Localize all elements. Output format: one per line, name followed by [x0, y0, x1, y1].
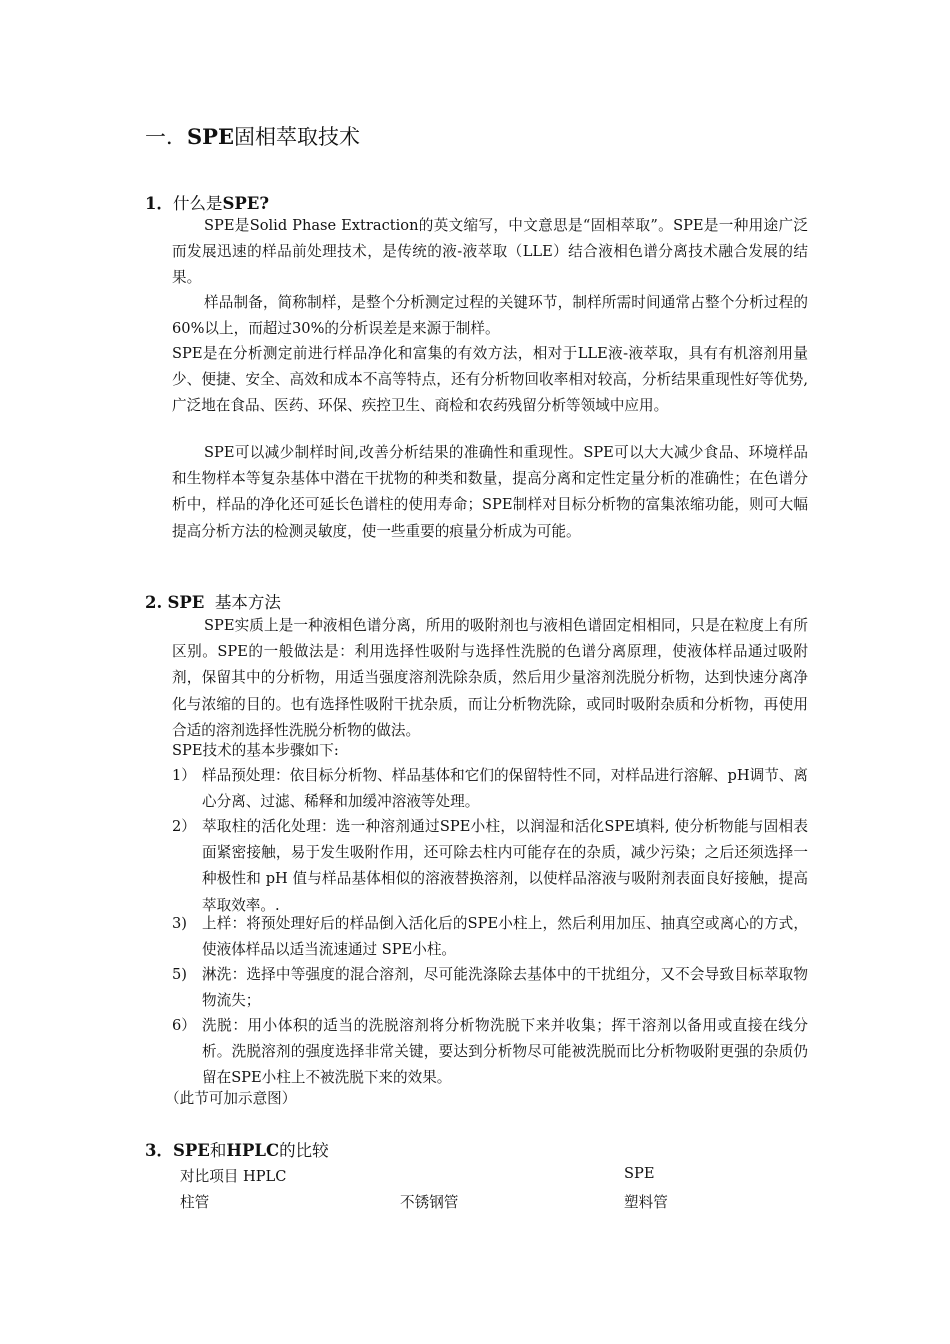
section-3-heading	[145, 1137, 329, 1161]
step-number: 5)	[172, 966, 187, 983]
table-cell: 塑料管	[624, 1194, 668, 1211]
section-1-paragraph-1: SPE是Solid Phase Extraction的英文缩写，中文意思是“固相萃取”。SPE是一种用途广泛而发展迅速的样品前处理技术，是传统的液-液萃取（LLE）结合液相色谱分离技术融合发展的结果。	[172, 217, 808, 287]
step-text: 淋洗：选择中等强度的混合溶剂，尽可能洗涤除去基体中的干扰组分，又不会导致目标萃取物物流失；	[202, 966, 808, 1010]
section-3-bold-2: HPLC	[226, 1141, 280, 1160]
header-cell: SPE	[624, 1165, 655, 1182]
step-item	[172, 814, 808, 919]
steps-intro: SPE技术的基本步骤如下:	[172, 742, 339, 759]
step-number: 2）	[172, 818, 196, 835]
section-3-mid: 和	[209, 1141, 227, 1160]
document-title	[145, 121, 360, 151]
table-cell: 柱管	[180, 1194, 210, 1211]
section-2-bold: SPE	[167, 593, 205, 612]
section-3-number: 3．	[145, 1141, 173, 1160]
step-item	[172, 911, 808, 963]
section-2-heading	[145, 589, 281, 613]
section-1-paragraph-2: 样品制备，简称制样，是整个分析测定过程的关键环节，制样所需时间通常占整个分析过程的60%以上，而超过30%的分析误差是来源于制样。	[172, 294, 808, 338]
step-item	[172, 962, 808, 1014]
section-2-paragraph-1: SPE实质上是一种液相色谱分离，所用的吸附剂也与液相色谱固定相相同，只是在粒度上有所区别。SPE的一般做法是：利用选择性吸附与选择性洗脱的色谱分离原理，使液体样品通过吸附剂，保留其中的分析物，用适当强度溶剂洗除杂质，然后用少量溶剂洗脱分析物，达到快速分离净化与浓缩的目的。也有选择性吸附干扰杂质，而让分析物洗除，或同时吸附杂质和分析物，再使用合适的溶剂选择性洗脱分析物的做法。	[172, 617, 808, 739]
title-prefix: 一．	[145, 125, 187, 149]
header-cell: 对比项目 HPLC	[180, 1168, 287, 1185]
title-bold: SPE	[187, 124, 234, 149]
section-1-bold: SPE?	[222, 194, 270, 213]
title-rest: 固相萃取技术	[233, 125, 360, 149]
section-1-text: 什么是	[172, 194, 223, 213]
section-3-rest: 的比较	[279, 1141, 329, 1160]
step-number: 6）	[172, 1017, 196, 1034]
section-3-bold-1: SPE	[172, 1141, 210, 1160]
step-text: 上样：将预处理好后的样品倒入活化后的SPE小柱上，然后利用加压、抽真空或离心的方式，使液体样品以适当流速通过 SPE小柱。	[202, 915, 808, 959]
step-text: 洗脱：用小体积的适当的洗脱溶剂将分析物洗脱下来并收集；挥干溶剂以备用或直接在线分析。洗脱溶剂的强度选择非常关键，要达到分析物尽可能被洗脱而比分析物吸附更强的杂质仍留在SPE小柱上不被洗脱下来的效果。	[202, 1017, 808, 1087]
step-text: 样品预处理：依目标分析物、样品基体和它们的保留特性不同，对样品进行溶解、pH调节、离心分离、过滤、稀释和加缓冲溶液等处理。	[202, 767, 808, 811]
step-number: 3)	[172, 915, 187, 932]
step-number: 1）	[172, 767, 196, 784]
diagram-note: （此节可加示意图）	[165, 1090, 297, 1107]
step-text: 萃取柱的活化处理：选一种溶剂通过SPE小柱，以润湿和活化SPE填料, 使分析物能与固相表面紧密接触，易于发生吸附作用，还可除去柱内可能存在的杂质，减少污染；之后还须选择一种极性和 pH 值与样品基体相似的溶液替换溶剂，以使样品溶液与吸附剂表面良好接触，提高萃取效率。.	[202, 818, 808, 914]
table-cell: 不锈钢管	[400, 1194, 459, 1211]
section-2-number: 2.	[145, 593, 163, 612]
section-1-heading	[145, 190, 269, 214]
section-1-paragraph-3: SPE是在分析测定前进行样品净化和富集的有效方法，相对于LLE液-液萃取，具有有机溶剂用量少、便捷、安全、高效和成本不高等特点，还有分析物回收率相对较高，分析结果重现性好等优势,广泛地在食品、医药、环保、疾控卫生、商检和农药残留分析等领域中应用。	[172, 345, 808, 415]
section-1-number: 1．	[145, 194, 173, 213]
section-1-paragraph-4: SPE可以减少制样时间,改善分析结果的准确性和重现性。SPE可以大大减少食品、环境样品和生物样本等复杂基体中潜在干扰物的种类和数量，提高分离和定性定量分析的准确性；在色谱分析中，样品的净化还可延长色谱柱的使用寿命；SPE制样对目标分析物的富集浓缩功能，则可大幅提高分析方法的检测灵敏度，使一些重要的痕量分析成为可能。	[172, 444, 808, 540]
section-2-text: 基本方法	[214, 593, 281, 612]
step-item	[172, 763, 808, 815]
step-item	[172, 1013, 808, 1092]
